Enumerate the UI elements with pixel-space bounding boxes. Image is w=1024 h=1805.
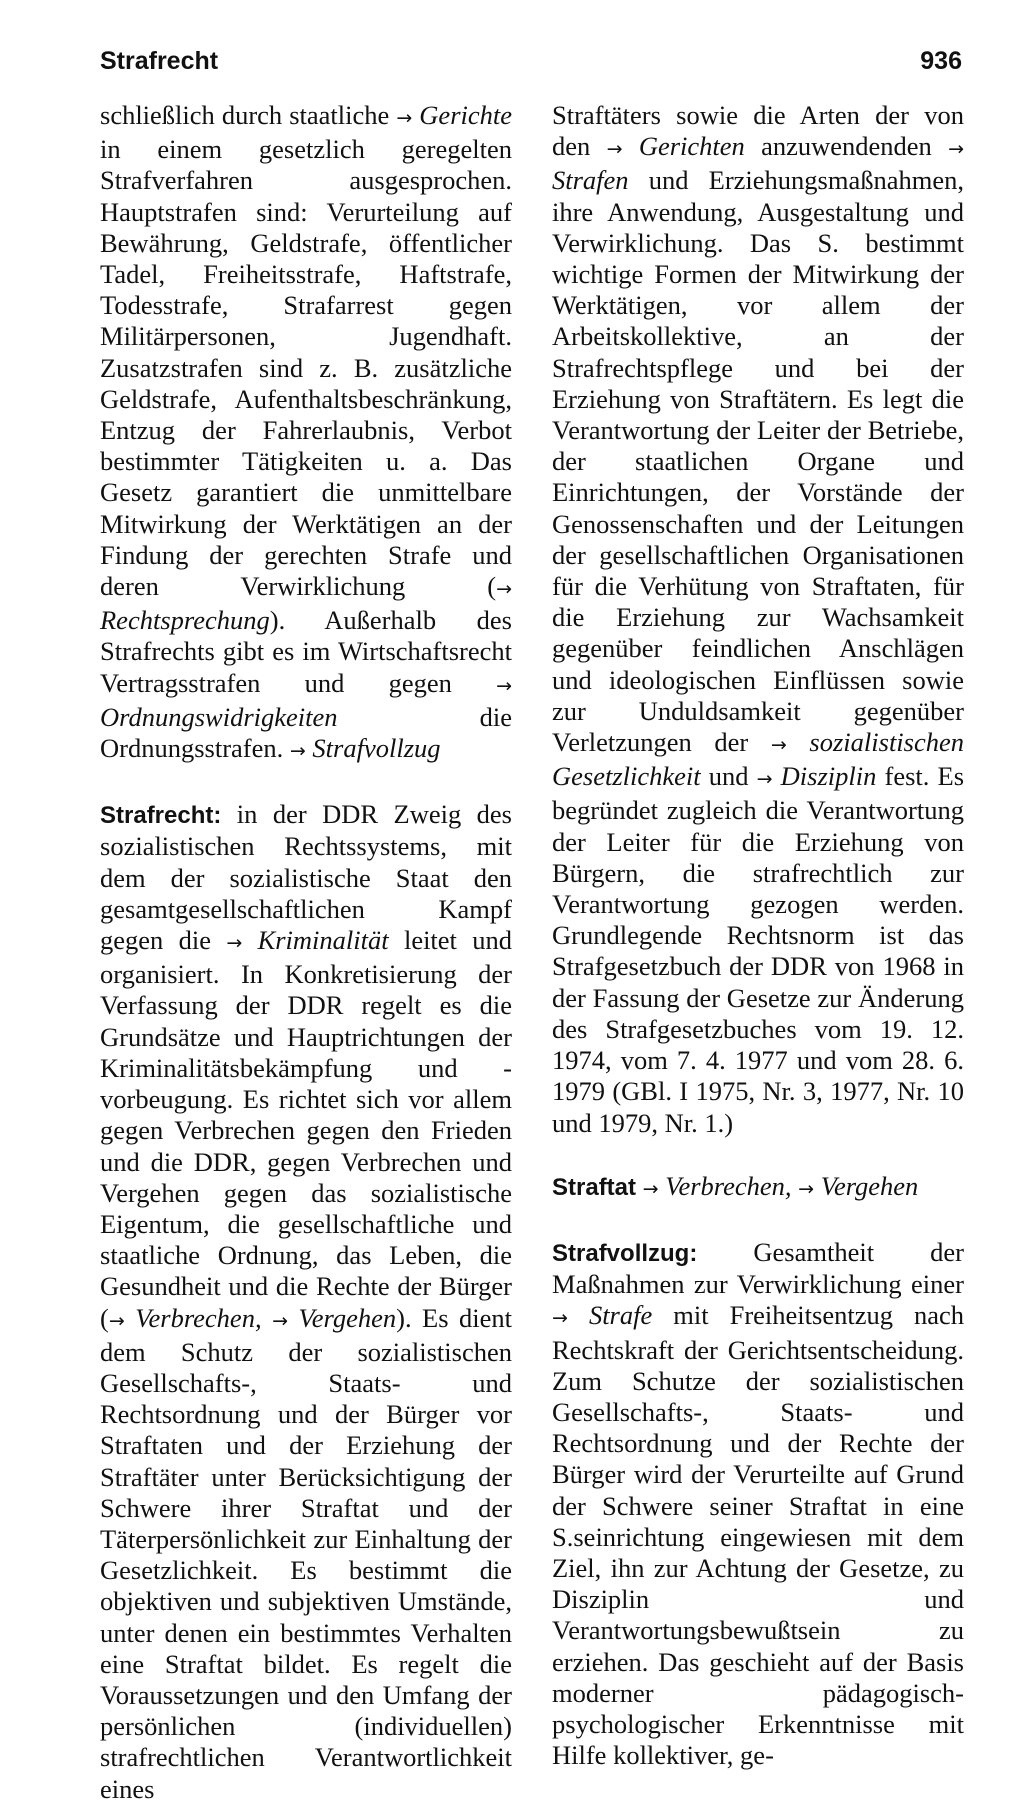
cross-reference-link[interactable]: Verbrechen, bbox=[135, 1302, 262, 1333]
cross-reference-link[interactable]: Strafvollzug bbox=[312, 733, 441, 764]
entry-strafvollzug bbox=[552, 1237, 964, 1771]
arrow-icon: → bbox=[756, 768, 773, 791]
arrow-icon: → bbox=[606, 138, 623, 161]
arrow-icon: → bbox=[770, 734, 787, 757]
entry-text: in der DDR Zweig des sozialistischen Rechtssystems, mit dem der sozialistische Staat den gesamtgesellschaftlichen Kampf gegen die bbox=[100, 799, 512, 956]
entry-text: und Erziehungsmaßnahmen, ihre Anwendung, Ausgestaltung und Verwirklichung. Das S. bestimmt wichtige Formen der Mitwirkung der Werktätigen, vor allem der Arbeitskollektive, an der Strafrechtspflege und bei der Erziehung von Straftätern. Es legt die Verantwortung der Leiter der Betriebe, der staatlichen Organe und Einrichtungen, der Vorstände der Genossenschaften und der Leitungen der gesellschaftlichen Organisationen für die Verhütung von Straftaten, für die Erziehung zur Wachsamkeit gegenüber feindlichen Anschlägen und ideologischen Einflüssen sowie zur Unduldsamkeit gegenüber Verletzungen der bbox=[552, 165, 964, 758]
running-head-title: Strafrecht bbox=[100, 47, 219, 75]
cross-reference-link[interactable]: Rechtsprechung bbox=[100, 605, 270, 636]
entry-text: in einem gesetzlich geregelten Strafverfahren ausgesprochen. Hauptstrafen sind: Verurteilung auf Bewährung, Geldstrafe, öffentlicher Tadel, Freiheitsstrafe, Haftstrafe, Todesstrafe, Strafarrest gegen Militärpersonen, Jugendhaft. Zusatzstrafen sind z. B. zusätzliche Geldstrafe, Aufenthaltsbeschränkung, Entzug der Fahrerlaubnis, Verbot bestimmter Tätigkeiten u. a. Das Gesetz garantiert die unmittelbare Mitwirkung der Werktätigen an der Findung der gerechten Strafe und deren Verwirklichung ( bbox=[100, 134, 512, 602]
entry-text: ). Außerhalb des Strafrechts gibt es im Wirtschaftsrecht Vertragsstrafen und gegen bbox=[100, 605, 512, 698]
entry-text: mit Freiheitsentzug nach Rechtskraft der Gerichtsentscheidung. Zum Schutze der sozialistischen Gesellschafts-, Staats- und Rechtsordnung und der Rechte der Bürger wird der Verurteilte auf Grund der Schwere seiner Straftat in eine S.seinrichtung eingewiesen mit dem Ziel, ihn zur Achtung der Gesetze, zu Disziplin und Verantwortungsbewußtsein zu erziehen. Das geschieht auf der Basis moderner pädagogisch-psychologischer Erkenntnisse mit Hilfe kollektiver, ge- bbox=[552, 1300, 964, 1771]
entry-term: Straftat bbox=[552, 1173, 637, 1201]
cross-reference-link[interactable]: Gerichten bbox=[638, 131, 745, 162]
entry-term: Strafvollzug: bbox=[552, 1239, 698, 1267]
arrow-icon: → bbox=[496, 578, 512, 601]
entry-text: Straftäters sowie die Arten der von den bbox=[552, 100, 964, 162]
entry-text: fest. Es begründet zugleich die Verantwortung der Leiter für die Erziehung von Bürgern, die strafrechtlich zur Verantwortung gezogen werden. Grundlegende Rechtsnorm ist das Strafgesetzbuch der DDR von 1968 in der Fassung der Gesetze zur Änderung des Strafgesetzbuches vom 19. 12. 1974, vom 7. 4. 1977 und vom 28. 6. 1979 (GBl. I 1975, Nr. 3, 1977, Nr. 10 und 1979, Nr. 1.) bbox=[552, 761, 965, 1138]
entry-text: Gesamtheit der Maßnahmen zur Verwirklichung einer bbox=[552, 1236, 964, 1300]
arrow-icon: → bbox=[798, 1177, 815, 1200]
entry-strafe-continuation bbox=[100, 100, 512, 767]
arrow-icon: → bbox=[226, 932, 243, 955]
arrow-icon: → bbox=[948, 138, 965, 161]
cross-reference-link[interactable]: Gerichte bbox=[419, 100, 513, 130]
cross-reference-link[interactable]: Vergehen bbox=[298, 1302, 397, 1333]
right-column bbox=[552, 100, 964, 1771]
cross-reference-link[interactable]: Kriminalität bbox=[257, 925, 389, 956]
entry-text: leitet und organisiert. In Konkretisierung der Verfassung der DDR regelt es die Grundsätze und Hauptrichtungen der Kriminalitätsbekämpfung und -vorbeugung. Es richtet sich vor allem gegen Verbrechen gegen den Frieden und die DDR, gegen Verbrechen und Vergehen gegen das sozialistische Eigentum, die gesellschaftliche und staatliche Ordnung, das Leben, die Gesundheit und die Rechte der Bürger ( bbox=[100, 925, 512, 1333]
arrow-icon: → bbox=[642, 1177, 659, 1200]
cross-reference-link[interactable]: Ordnungswidrigkeiten bbox=[100, 701, 338, 732]
entry-term: Strafrecht: bbox=[100, 802, 222, 830]
entry-text: schließlich durch staatliche bbox=[100, 100, 397, 130]
cross-reference-link[interactable]: Vergehen bbox=[820, 1170, 919, 1201]
entry-strafrecht-continuation bbox=[552, 100, 964, 1139]
page-header bbox=[100, 44, 962, 84]
arrow-icon: → bbox=[108, 1309, 125, 1332]
entry-text: ). Es dient dem Schutz der sozialistischen Gesellschafts-, Staats- und Rechtsordnung und der Bürger vor Straftaten und der Erziehung der Straftäter unter Berücksichtigung der Schwere ihrer Straftat und der Täterpersönlichkeit zur Einhaltung der Gesetzlichkeit. Es bestimmt die objektiven und subjektiven Umstände, unter denen ein bestimmtes Verhalten eine Straftat bildet. Es regelt die Voraussetzungen und den Umfang der persönlichen (individuellen) strafrechtlichen Verantwortlichkeit eines bbox=[100, 1302, 513, 1804]
cross-reference-link[interactable]: Verbrechen, bbox=[665, 1170, 792, 1201]
entry-text: und bbox=[700, 761, 757, 792]
arrow-icon: → bbox=[396, 107, 413, 129]
entry-straftat bbox=[552, 1171, 964, 1205]
entry-text: die Ordnungsstrafen. bbox=[100, 701, 512, 764]
cross-reference-link[interactable]: Strafen bbox=[552, 165, 629, 196]
cross-reference-link[interactable]: Strafe bbox=[588, 1300, 653, 1331]
page-number: 936 bbox=[920, 47, 962, 75]
entry-strafrecht bbox=[100, 799, 512, 1805]
arrow-icon: → bbox=[289, 740, 306, 763]
arrow-icon: → bbox=[496, 674, 512, 697]
entry-text: anzuwendenden bbox=[744, 131, 949, 162]
arrow-icon: → bbox=[552, 1307, 568, 1330]
left-column bbox=[100, 100, 512, 1805]
arrow-icon: → bbox=[272, 1309, 288, 1332]
cross-reference-link[interactable]: Disziplin bbox=[780, 761, 877, 792]
cross-reference-link[interactable]: sozialistischen Gesetzlichkeit bbox=[552, 727, 965, 792]
